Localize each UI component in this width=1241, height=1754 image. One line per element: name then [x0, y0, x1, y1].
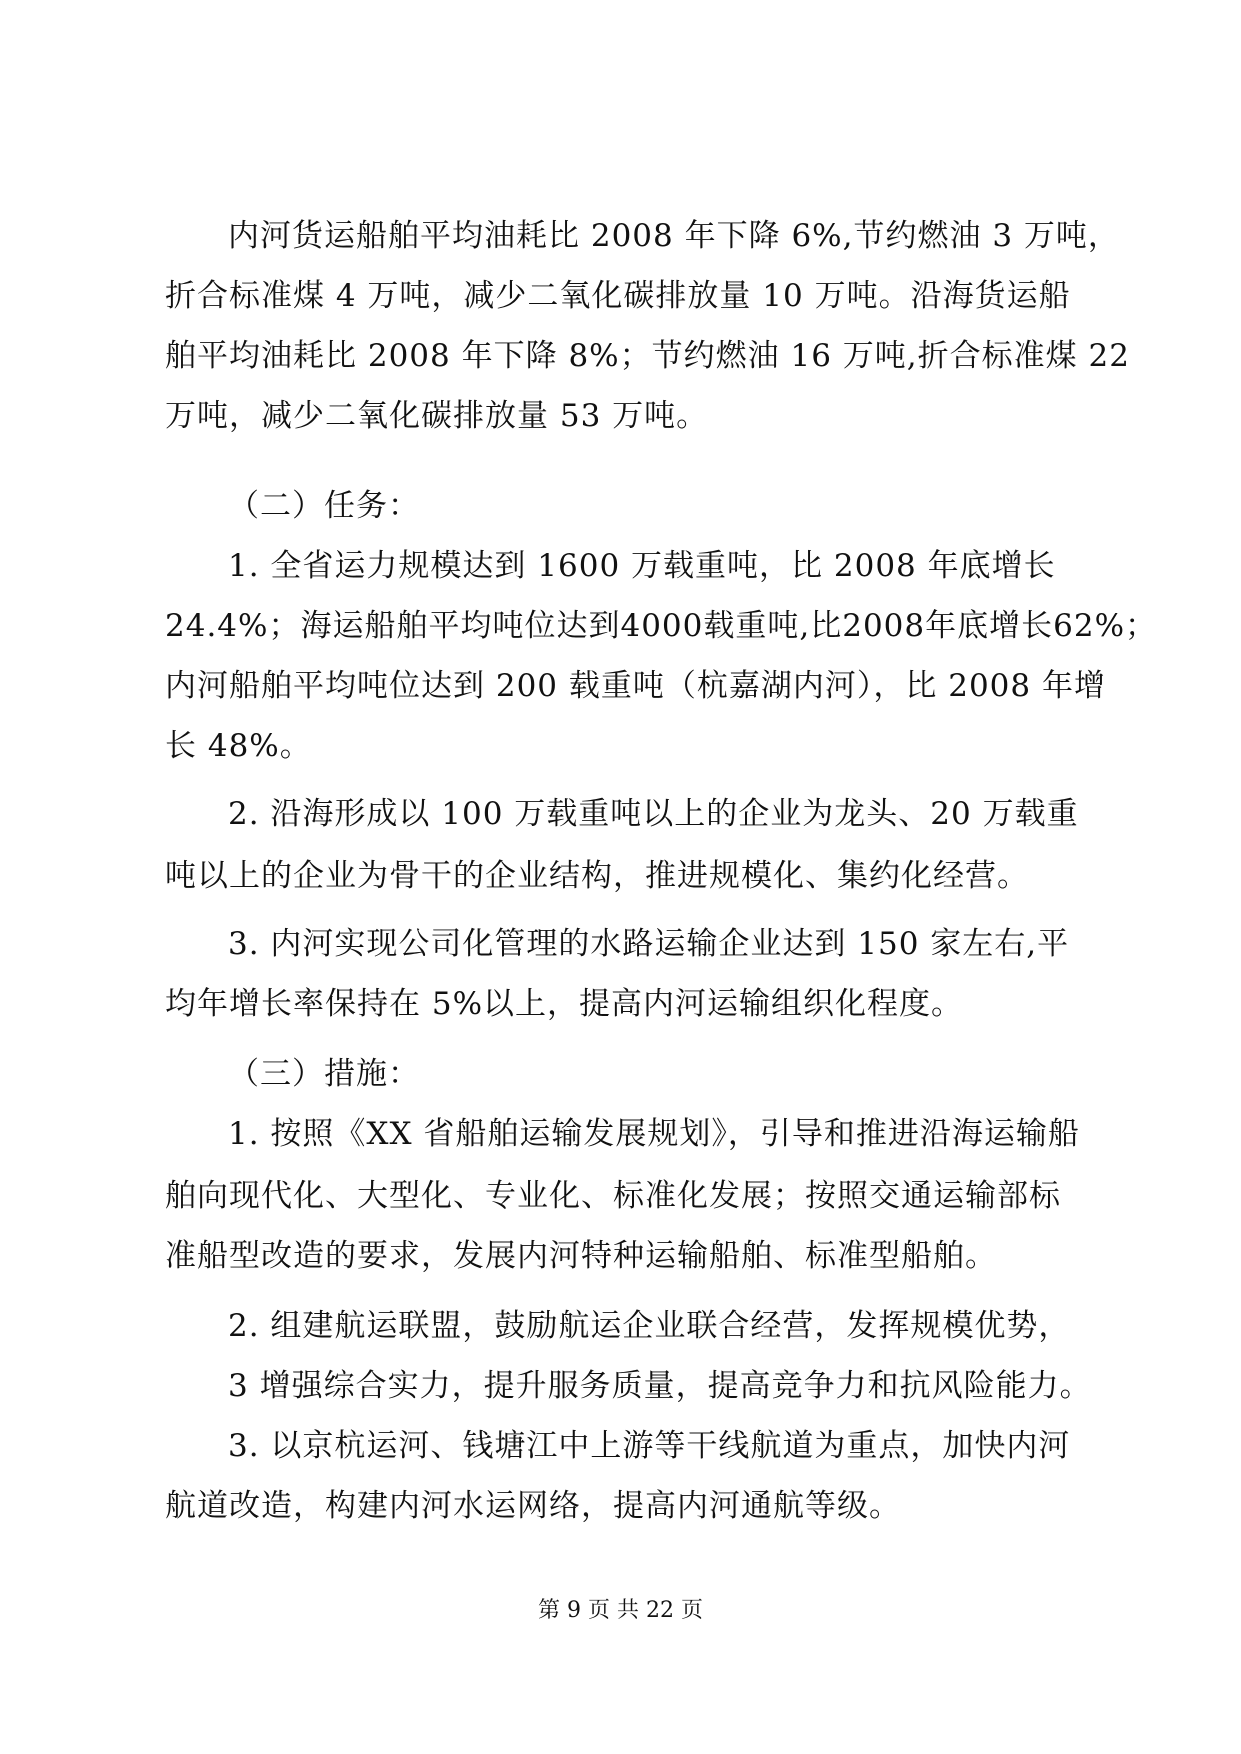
body-text-line: 3 增强综合实力，提升服务质量，提高竞争力和抗风险能力。: [228, 1368, 1092, 1404]
section-heading-measures: （三）措施：: [228, 1056, 420, 1092]
body-text-line: 内河货运船舶平均油耗比 2008 年下降 6%,节约燃油 3 万吨，: [228, 218, 1120, 254]
body-text-line: 舶向现代化、大型化、专业化、标准化发展；按照交通运输部标: [165, 1178, 1061, 1214]
page-number-footer: 第 9 页 共 22 页: [538, 1598, 703, 1623]
body-text-line: 折合标准煤 4 万吨，减少二氧化碳排放量 10 万吨。沿海货运船: [165, 278, 1071, 314]
body-text-line: 舶平均油耗比 2008 年下降 8%；节约燃油 16 万吨,折合标准煤 22: [165, 338, 1130, 374]
body-text-line: 长 48%。: [165, 728, 312, 764]
section-heading-tasks: （二）任务：: [228, 488, 420, 524]
body-text-line: 3. 以京杭运河、钱塘江中上游等干线航道为重点，加快内河: [228, 1428, 1071, 1464]
body-text-line: 内河船舶平均吨位达到 200 载重吨（杭嘉湖内河），比 2008 年增: [165, 668, 1106, 704]
body-text-line: 3. 内河实现公司化管理的水路运输企业达到 150 家左右,平: [228, 926, 1070, 962]
body-text-line: 1. 全省运力规模达到 1600 万载重吨，比 2008 年底增长: [228, 548, 1056, 584]
body-text-line: 万吨，减少二氧化碳排放量 53 万吨。: [165, 398, 709, 434]
body-text-line: 2. 组建航运联盟，鼓励航运企业联合经营，发挥规模优势，: [228, 1308, 1071, 1344]
body-text-line: 均年增长率保持在 5%以上，提高内河运输组织化程度。: [165, 986, 964, 1022]
body-text-line: 航道改造，构建内河水运网络，提高内河通航等级。: [165, 1488, 901, 1524]
body-text-line: 2. 沿海形成以 100 万载重吨以上的企业为龙头、20 万载重: [228, 796, 1079, 832]
body-text-line: 准船型改造的要求，发展内河特种运输船舶、标准型船舶。: [165, 1238, 997, 1274]
body-text-line: 1. 按照《XX 省船舶运输发展规划》，引导和推进沿海运输船: [228, 1116, 1080, 1152]
body-text-line: 24.4%；海运船舶平均吨位达到4000载重吨,比2008年底增长62%；: [165, 608, 1158, 644]
body-text-line: 吨以上的企业为骨干的企业结构，推进规模化、集约化经营。: [165, 858, 1029, 894]
